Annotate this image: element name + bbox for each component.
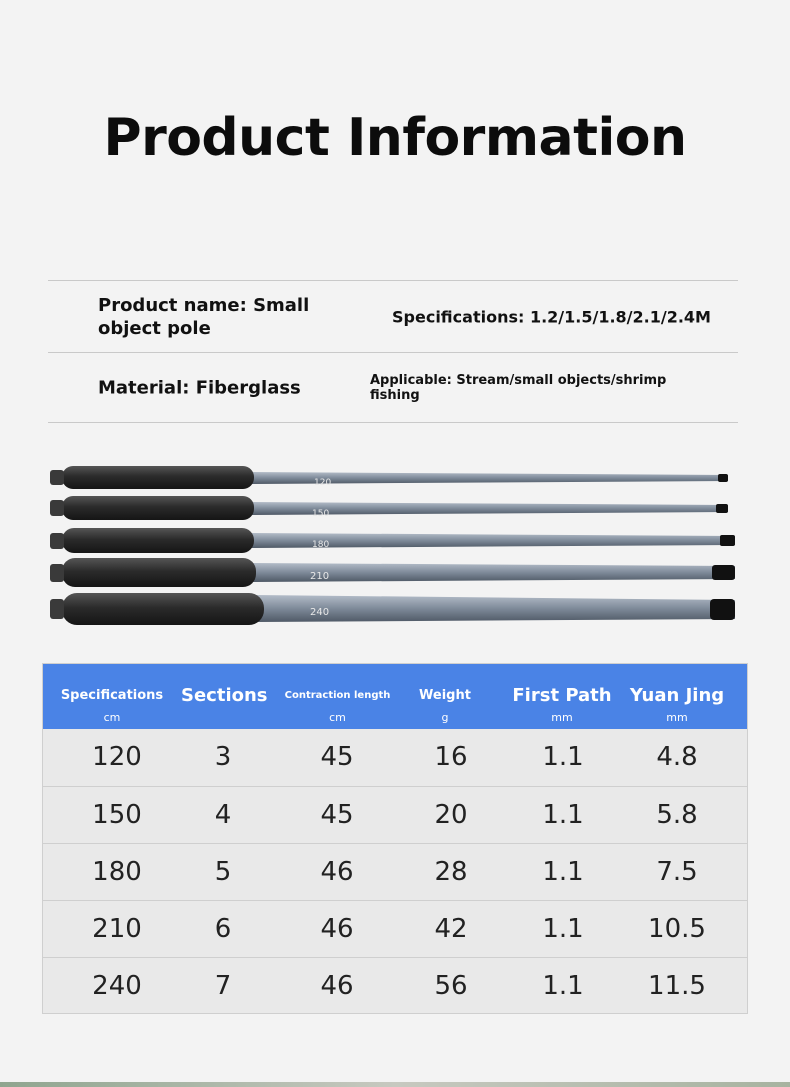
info-row-1 [48, 281, 738, 352]
table-body [43, 729, 747, 1014]
table-row [43, 729, 747, 786]
rod-240 [50, 593, 735, 625]
cell-first-path: 1.1 [542, 800, 584, 830]
rod-label-240: 240 [310, 607, 330, 618]
info-row-2 [48, 352, 738, 423]
cell-sections: 6 [214, 914, 232, 944]
cell-weight: 20 [434, 800, 468, 830]
material-text: Material: Fiberglass [98, 377, 301, 399]
bottom-photo-strip [0, 1082, 790, 1087]
cell-contraction-length: 46 [320, 971, 354, 1001]
rod-label-210: 210 [310, 571, 330, 582]
rod-210 [50, 558, 735, 587]
cell-specification: 210 [92, 914, 142, 944]
table-row [43, 843, 747, 900]
rod-label-180: 180 [312, 540, 330, 550]
header-sections: Sections [181, 685, 268, 706]
header-first-path: First Path mm [512, 685, 612, 724]
cell-sections: 3 [214, 742, 232, 772]
cell-sections: 5 [214, 857, 232, 887]
cell-weight: 42 [434, 914, 468, 944]
cell-yuan-jing: 7.5 [656, 857, 698, 887]
cell-yuan-jing: 5.8 [656, 800, 698, 830]
rod-label-150: 150 [312, 509, 330, 519]
cell-yuan-jing: 11.5 [648, 971, 706, 1001]
cell-yuan-jing: 4.8 [656, 742, 698, 772]
cell-first-path: 1.1 [542, 742, 584, 772]
cell-weight: 16 [434, 742, 468, 772]
specifications-table [42, 663, 748, 1014]
cell-specification: 240 [92, 971, 142, 1001]
header-weight: Weight g [419, 688, 471, 724]
cell-sections: 4 [214, 800, 232, 830]
cell-first-path: 1.1 [542, 857, 584, 887]
fishing-rods-illustration [0, 455, 790, 635]
cell-first-path: 1.1 [542, 914, 584, 944]
cell-contraction-length: 46 [320, 857, 354, 887]
rod-120 [50, 466, 728, 489]
product-info-panel [48, 280, 738, 423]
header-contraction-length: Contraction length cm [284, 690, 391, 724]
applicable-text: Applicable: Stream/small objects/shrimp fishing [370, 373, 667, 403]
product-name-text: Product name: Small object pole [98, 294, 310, 339]
rod-180 [50, 528, 735, 553]
cell-specification: 120 [92, 742, 142, 772]
header-specifications: Specifications cm [60, 688, 164, 724]
rod-150 [50, 496, 728, 520]
cell-sections: 7 [214, 971, 232, 1001]
cell-contraction-length: 45 [320, 800, 354, 830]
cell-weight: 28 [434, 857, 468, 887]
cell-contraction-length: 46 [320, 914, 354, 944]
header-yuan-jing: Yuan Jing mm [629, 685, 725, 724]
cell-yuan-jing: 10.5 [648, 914, 706, 944]
table-header [43, 664, 747, 729]
table-row [43, 786, 747, 843]
cell-weight: 56 [434, 971, 468, 1001]
cell-contraction-length: 45 [320, 742, 354, 772]
cell-specification: 150 [92, 800, 142, 830]
table-row [43, 957, 747, 1014]
cell-specification: 180 [92, 857, 142, 887]
specifications-text: Specifications: 1.2/1.5/1.8/2.1/2.4M [392, 307, 711, 326]
cell-first-path: 1.1 [542, 971, 584, 1001]
page-title: Product Information [103, 108, 687, 168]
table-row [43, 900, 747, 957]
rod-label-120: 120 [314, 478, 332, 488]
